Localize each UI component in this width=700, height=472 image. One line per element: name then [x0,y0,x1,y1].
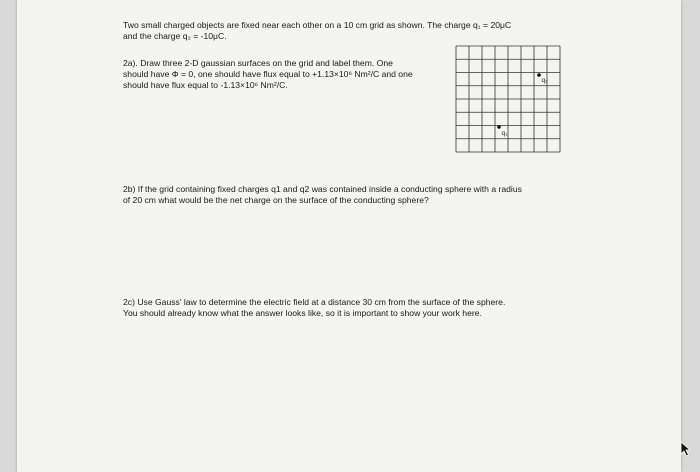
question-2b-line-1: 2b) If the grid containing fixed charges q1 and q2 was contained inside a conducting sphere with a radius [123,184,522,194]
charge-q2-label: q₂ [541,77,548,84]
charge-q2-dot [537,73,541,77]
intro-line-1: Two small charged objects are fixed near each other on a 10 cm grid as shown. The charge q₁ = 20μC [123,20,512,30]
question-2b-line-2: of 20 cm what would be the net charge on the surface of the conducting sphere? [123,195,429,205]
charge-q1-dot [497,125,501,129]
question-2a-line-2: should have Φ = 0, one should have flux equal to +1.13×10⁶ Nm²/C and one [123,69,413,79]
charge-q1-marker [497,125,508,137]
charge-grid [455,45,561,153]
mouse-cursor-icon [680,441,692,457]
grid-lines [456,46,560,152]
question-2a-line-3: should have flux equal to -1.13×10⁶ Nm²/C. [123,80,288,90]
question-2c-line-1: 2c) Use Gauss' law to determine the electric field at a distance 30 cm from the surface of the sphere. [123,297,506,307]
question-2a-line-1: 2a). Draw three 2-D gaussian surfaces on the grid and label them. One [123,58,393,68]
intro-line-2: and the charge q₂ = -10μC. [123,31,227,41]
question-2c-line-2: You should already know what the answer looks like, so it is important to show your work here. [123,308,482,318]
problem-intro [123,20,593,42]
charge-grid-svg [455,45,561,153]
charge-q2-marker [537,73,548,84]
question-2b [123,184,593,206]
question-2a [123,58,453,91]
document-page [17,0,681,472]
question-2c [123,297,593,319]
charge-q1-label: q₁ [501,130,508,137]
